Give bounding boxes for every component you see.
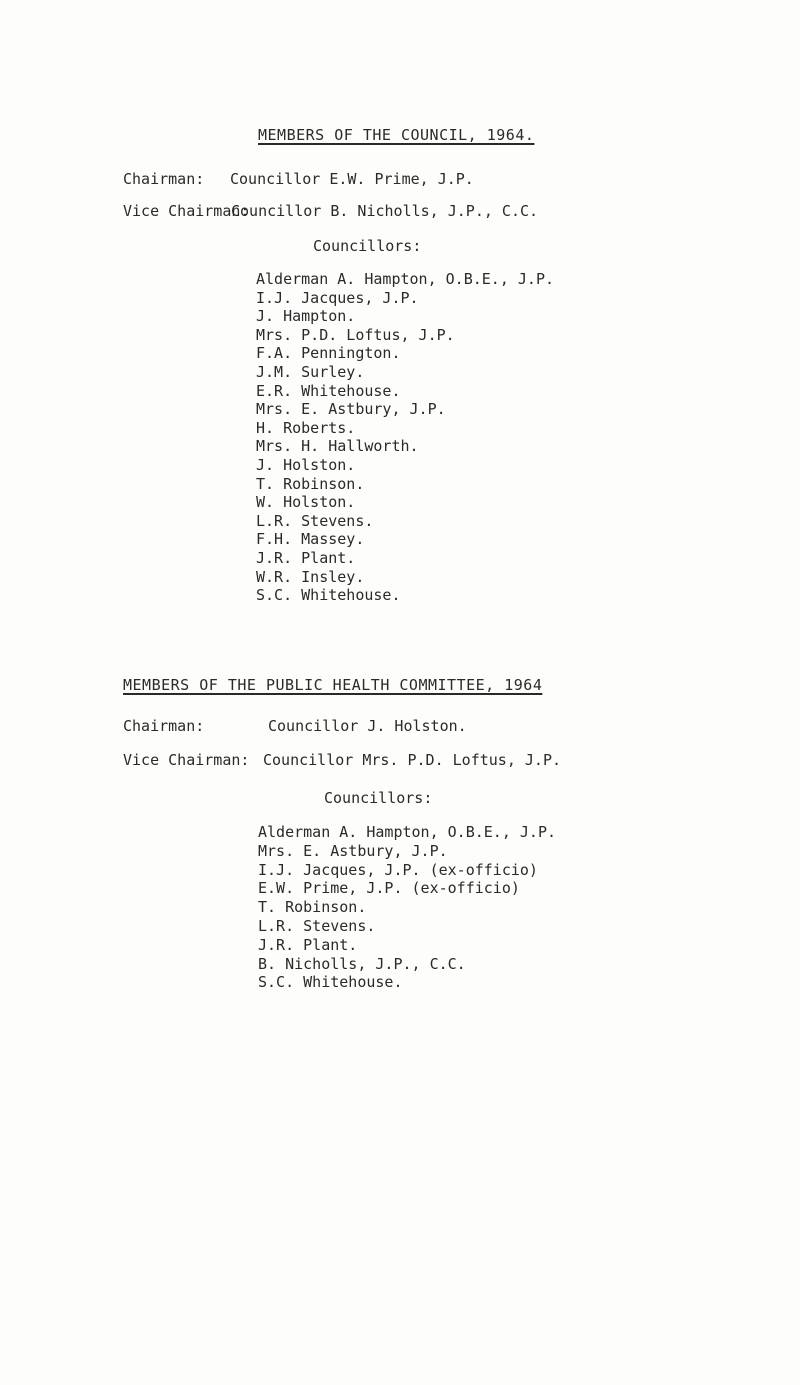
councillor-entry: B. Nicholls, J.P., C.C. (258, 954, 466, 973)
chairman-value: Councillor E.W. Prime, J.P. (230, 170, 474, 188)
councillor-entry: I.J. Jacques, J.P. (256, 288, 419, 307)
councillor-entry: W.R. Insley. (256, 567, 365, 586)
councillor-entry: J.M. Surley. (256, 362, 365, 381)
councillor-entry: L.R. Stevens. (256, 511, 374, 530)
councillor-entry: J.R. Plant. (258, 935, 358, 954)
councillor-entry: T. Robinson. (256, 474, 365, 493)
councillor-entry: L.R. Stevens. (258, 916, 376, 935)
councillor-entry: F.H. Massey. (256, 530, 365, 549)
chairman-label: Chairman: (123, 170, 205, 188)
councillor-entry: S.C. Whitehouse. (256, 586, 401, 605)
council-chairman-row (123, 170, 474, 188)
council-councillors-label: Councillors: (313, 237, 422, 255)
councillor-entry: J.R. Plant. (256, 548, 356, 567)
vice-chairman-value: Councillor B. Nicholls, J.P., C.C. (231, 202, 539, 220)
councillor-entry: Mrs. P.D. Loftus, J.P. (256, 325, 455, 344)
health-chairman-value: Councillor J. Holston. (268, 717, 467, 735)
health-vice-chairman-label: Vice Chairman: (123, 751, 250, 769)
health-councillors-list (258, 823, 556, 992)
councillor-entry: Mrs. E. Astbury, J.P. (258, 841, 448, 860)
councillor-entry: Alderman A. Hampton, O.B.E., J.P. (256, 270, 555, 288)
councillor-entry: F.A. Pennington. (256, 344, 401, 363)
councillor-entry: Mrs. H. Hallworth. (256, 437, 419, 456)
council-heading: MEMBERS OF THE COUNCIL, 1964. (258, 126, 535, 144)
health-vice-chairman-row (123, 751, 561, 769)
health-chairman-row (123, 717, 467, 735)
council-vice-chairman-row (123, 202, 538, 220)
councillor-entry: S.C. Whitehouse. (258, 973, 403, 992)
councillor-entry: H. Roberts. (256, 418, 356, 437)
councillor-entry: J. Hampton. (256, 307, 356, 326)
vice-chairman-label: Vice Chairman: (123, 202, 250, 220)
health-heading: MEMBERS OF THE PUBLIC HEALTH COMMITTEE, 1964 (123, 676, 543, 694)
health-councillors-label: Councillors: (324, 789, 433, 807)
councillor-entry: E.W. Prime, J.P. (ex-officio) (258, 879, 520, 898)
councillor-entry: Mrs. E. Astbury, J.P. (256, 400, 446, 419)
councillor-entry: E.R. Whitehouse. (256, 381, 401, 400)
council-councillors-list (256, 270, 554, 605)
health-vice-chairman-value: Councillor Mrs. P.D. Loftus, J.P. (263, 751, 562, 769)
councillor-entry: Alderman A. Hampton, O.B.E., J.P. (258, 823, 557, 841)
councillor-entry: T. Robinson. (258, 898, 367, 917)
councillor-entry: J. Holston. (256, 455, 356, 474)
health-chairman-label: Chairman: (123, 717, 205, 735)
councillor-entry: I.J. Jacques, J.P. (ex-officio) (258, 860, 538, 879)
councillor-entry: W. Holston. (256, 493, 356, 512)
